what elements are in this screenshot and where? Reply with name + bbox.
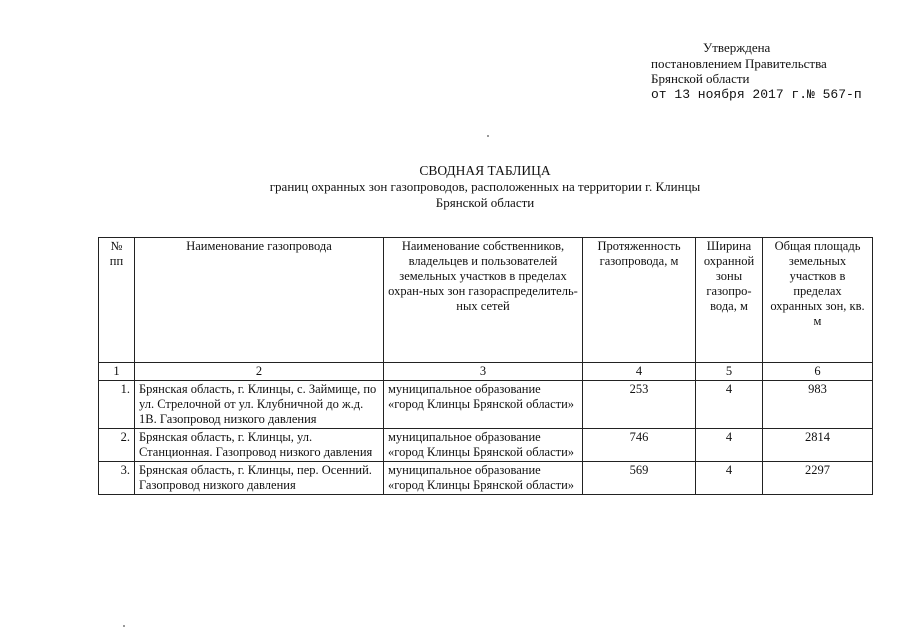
pipeline-length: 569	[583, 462, 696, 495]
owner: муниципальное образование «город Клинцы Брянской области»	[384, 381, 583, 429]
scan-speck	[123, 625, 125, 627]
zone-width: 4	[696, 462, 763, 495]
pipeline-name: Брянская область, г. Клинцы, ул. Станционная. Газопровод низкого давления	[135, 429, 384, 462]
row-number: 2.	[99, 429, 135, 462]
zone-area: 983	[763, 381, 873, 429]
approval-line: Утверждена	[703, 40, 771, 55]
column-number: 4	[583, 363, 696, 381]
pipeline-name: Брянская область, г. Клинцы, пер. Осенний. Газопровод низкого давления	[135, 462, 384, 495]
row-number: 3.	[99, 462, 135, 495]
scan-speck	[487, 135, 489, 137]
owner: муниципальное образование «город Клинцы Брянской области»	[384, 429, 583, 462]
summary-table	[98, 237, 873, 495]
title-heading: СВОДНАЯ ТАБЛИЦА	[419, 163, 551, 178]
owner: муниципальное образование «город Клинцы Брянской области»	[384, 462, 583, 495]
zone-area: 2297	[763, 462, 873, 495]
pipeline-length: 746	[583, 429, 696, 462]
approval-block	[651, 40, 891, 102]
approval-date-number: от 13 ноября 2017 г.№ 567-п	[651, 86, 862, 102]
zone-width: 4	[696, 429, 763, 462]
pipeline-length: 253	[583, 381, 696, 429]
zone-area: 2814	[763, 429, 873, 462]
header-cell-pipeline-name: Наименование газопровода	[135, 238, 384, 363]
header-cell-length: Протяженность газопровода, м	[583, 238, 696, 363]
column-number-row	[99, 363, 873, 381]
column-number: 6	[763, 363, 873, 381]
table-header-row	[99, 238, 873, 363]
header-cell-owners: Наименование собственников, владельцев и пользователей земельных участков в пределах охран-ных зон газораспределитель-ных сетей	[384, 238, 583, 363]
title-region: Брянской области	[435, 195, 535, 210]
table-row	[99, 462, 873, 495]
row-number: 1.	[99, 381, 135, 429]
header-cell-number: № пп	[99, 238, 135, 363]
column-number: 1	[99, 363, 135, 381]
pipeline-name: Брянская область, г. Клинцы, с. Займище, по ул. Стрелочной от ул. Клубничной до ж.д. 1В. Газопровод низкого давления	[135, 381, 384, 429]
approval-line: постановлением Правительства	[651, 55, 827, 71]
header-cell-zone-width: Ширина охранной зоны газопро-вода, м	[696, 238, 763, 363]
column-number: 2	[135, 363, 384, 381]
table-row	[99, 381, 873, 429]
zone-width: 4	[696, 381, 763, 429]
table-row	[99, 429, 873, 462]
approval-line: Брянской области	[651, 71, 750, 86]
column-number: 5	[696, 363, 763, 381]
document-title	[130, 163, 840, 211]
header-cell-area: Общая площадь земельных участков в пределах охранных зон, кв. м	[763, 238, 873, 363]
column-number: 3	[384, 363, 583, 381]
title-subheading: границ охранных зон газопроводов, расположенных на территории г. Клинцы	[269, 179, 701, 194]
